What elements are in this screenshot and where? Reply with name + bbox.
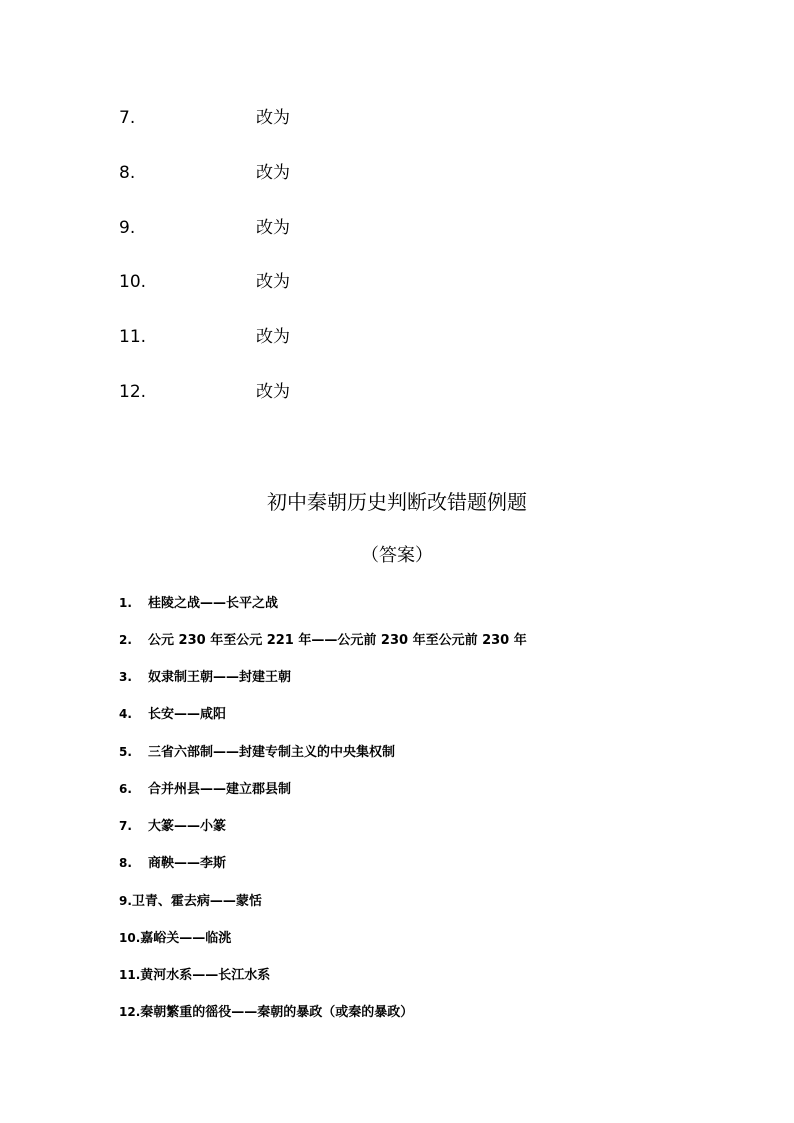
answer-number: 3. [119,670,132,684]
answer-number: 4. [119,707,132,721]
fill-change-label: 改为 [256,327,290,347]
answer-item-6 [119,779,291,800]
answer-text: 三省六部制——封建专制主义的中央集权制 [148,745,396,760]
answer-number: 8. [119,856,132,870]
fill-row-11 [119,325,419,349]
answer-text: 合并州县——建立郡县制 [148,782,292,797]
answer-number: 5. [119,745,132,759]
answer-item-5 [119,742,395,763]
fill-row-7 [119,106,419,130]
fill-number: 12. [119,382,147,402]
fill-number: 10. [119,272,147,292]
answer-text: 奴隶制王朝——封建王朝 [148,670,292,685]
answer-text: 公元 230 年至公元 221 年——公元前 230 年至公元前 230 年 [148,633,527,648]
answer-number: 9. [119,894,132,908]
answer-number: 1. [119,596,132,610]
answer-item-8 [119,853,226,874]
answer-item-3 [119,667,291,688]
fill-change-label: 改为 [256,108,290,128]
answer-text: 长安——咸阳 [148,707,227,722]
answer-text: 桂陵之战——长平之战 [148,596,279,611]
answer-number: 2. [119,633,132,647]
answer-item-10 [119,928,231,949]
answer-number: 11. [119,968,141,982]
answer-item-9 [119,891,262,912]
page-title: 初中秦朝历史判断改错题例题 [267,490,527,514]
fill-row-12 [119,380,419,404]
answer-number: 12. [119,1005,141,1019]
answer-number: 7. [119,819,132,833]
fill-number: 11. [119,327,147,347]
answer-number: 6. [119,782,132,796]
answer-subtitle: （答案） [361,545,433,566]
fill-row-9 [119,216,419,240]
answer-item-2 [119,630,527,651]
fill-change-label: 改为 [256,272,290,292]
answer-item-7 [119,816,226,837]
fill-number: 7. [119,108,136,128]
answer-item-1 [119,593,278,614]
fill-row-10 [119,270,419,294]
answer-number: 10. [119,931,141,945]
answer-text: 秦朝繁重的徭役——秦朝的暴政（或秦的暴政） [140,1005,414,1020]
answer-text: 卫青、霍去病——蒙恬 [131,894,262,909]
answer-text: 嘉峪关——临洮 [140,931,232,946]
fill-change-label: 改为 [256,218,290,238]
answer-item-4 [119,704,226,725]
fill-row-8 [119,161,419,185]
answer-text: 黄河水系——长江水系 [140,968,271,983]
answer-text: 大篆——小篆 [148,819,227,834]
fill-number: 9. [119,218,136,238]
answer-item-11 [119,965,270,986]
fill-change-label: 改为 [256,163,290,183]
answer-text: 商鞅——李斯 [148,856,227,871]
answer-item-12 [119,1002,413,1023]
fill-number: 8. [119,163,136,183]
fill-change-label: 改为 [256,382,290,402]
